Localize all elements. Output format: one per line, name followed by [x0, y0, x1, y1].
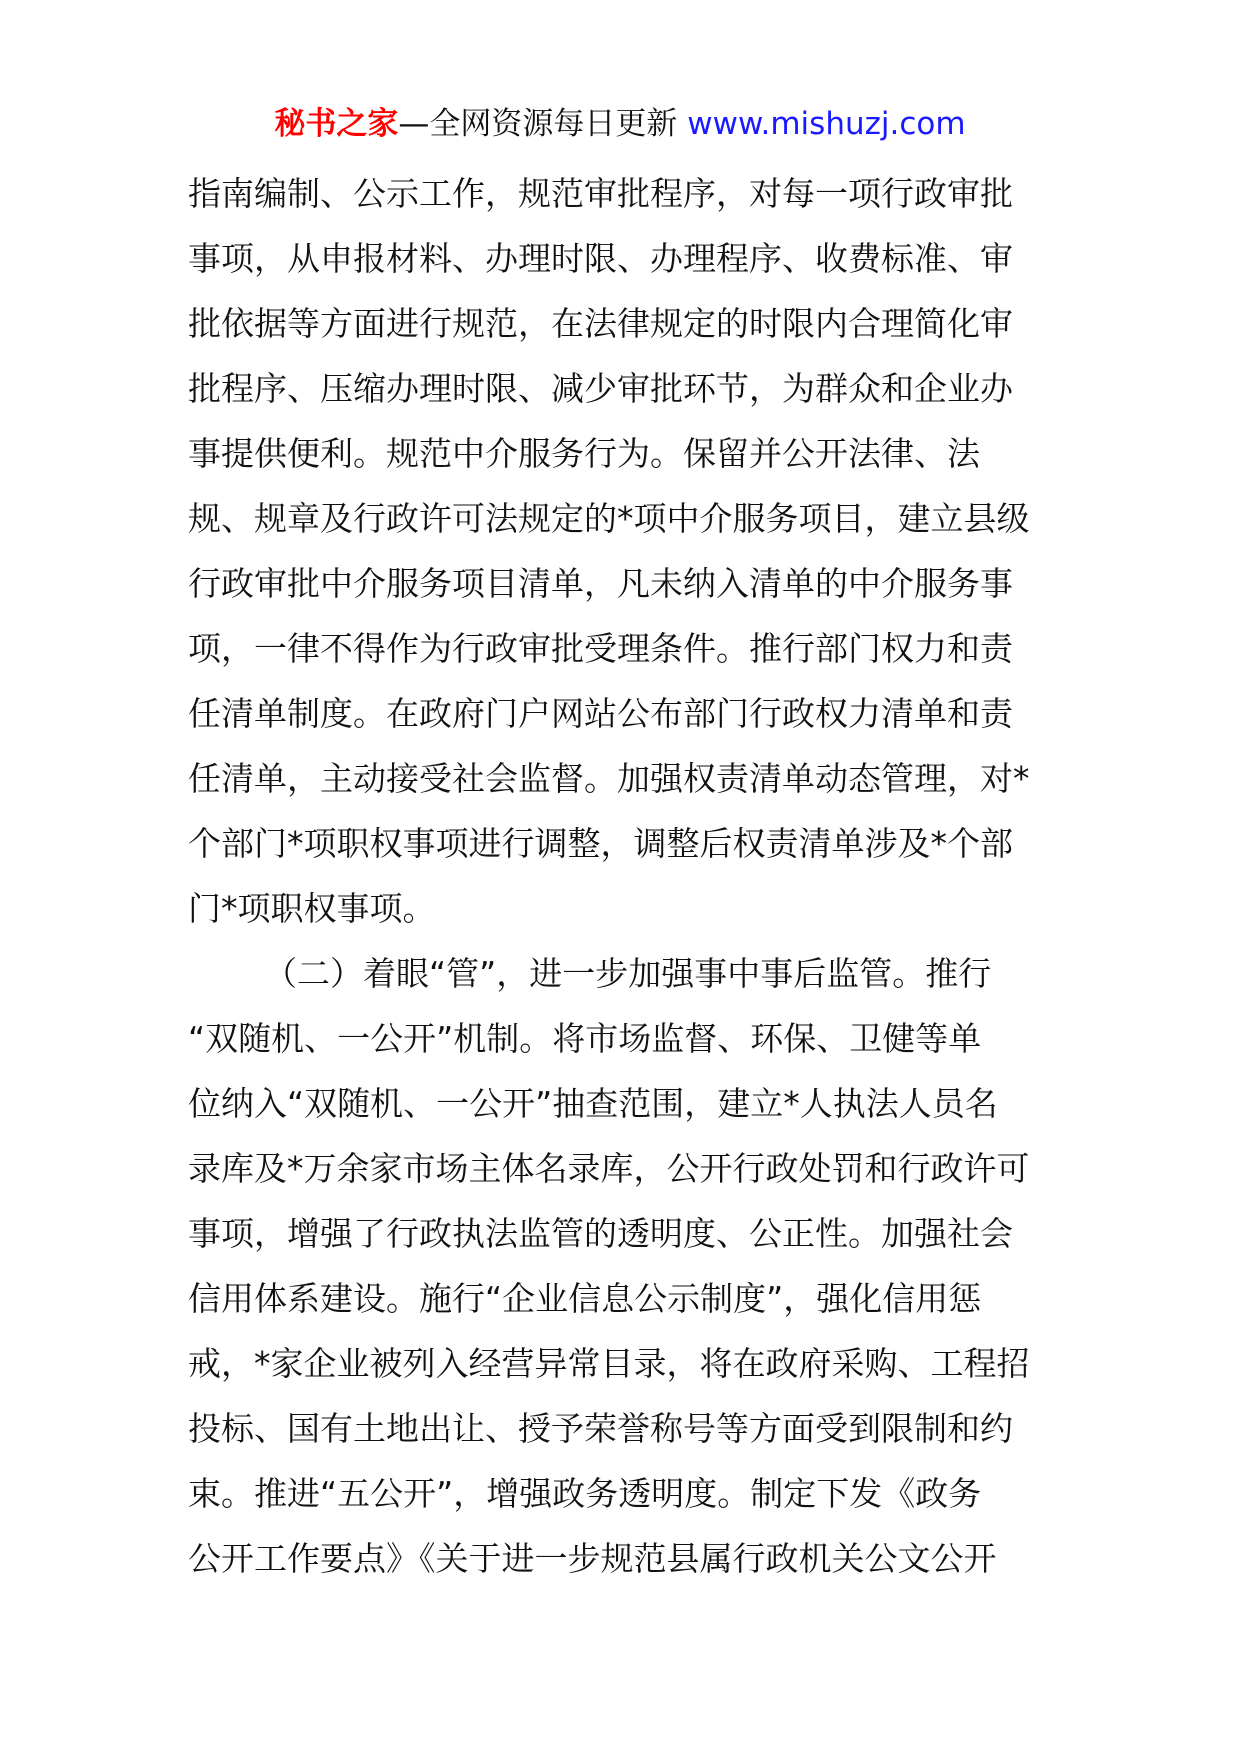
text-line: 投标、国有土地出让、授予荣誉称号等方面受到限制和约 [188, 1409, 1013, 1448]
header-slogan: —全网资源每日更新 [398, 106, 678, 142]
text-line: 规、规章及行政许可法规定的*项中介服务项目，建立县级 [188, 499, 1030, 538]
text-line: 束。推进“五公开”，增强政务透明度。制定下发《政务 [188, 1474, 982, 1513]
text-line: 位纳入“双随机、一公开”抽查范围，建立*人执法人员名 [188, 1084, 998, 1123]
text-line: 任清单，主动接受社会监督。加强权责清单动态管理，对* [188, 759, 1030, 798]
text-line: 批程序、压缩办理时限、减少审批环节，为群众和企业办 [188, 369, 1013, 408]
text-line: 事提供便利。规范中介服务行为。保留并公开法律、法 [188, 434, 980, 473]
text-line: 戒，*家企业被列入经营异常目录，将在政府采购、工程招 [188, 1344, 1030, 1383]
text-line: 个部门*项职权事项进行调整，调整后权责清单涉及*个部 [188, 824, 1013, 863]
text-line: 批依据等方面进行规范，在法律规定的时限内合理简化审 [188, 304, 1013, 343]
text-line: 行政审批中介服务项目清单，凡未纳入清单的中介服务事 [188, 564, 1013, 603]
text-line: 指南编制、公示工作，规范审批程序，对每一项行政审批 [188, 174, 1013, 213]
text-line: 录库及*万余家市场主体名录库，公开行政处罚和行政许可 [188, 1149, 1030, 1188]
text-line: 事项，增强了行政执法监管的透明度、公正性。加强社会 [188, 1214, 1013, 1253]
text-line: 事项，从申报材料、办理时限、办理程序、收费标准、审 [188, 239, 1013, 278]
header-url-link[interactable]: www.mishuzj.com [687, 106, 966, 142]
text-line: 公开工作要点》《关于进一步规范县属行政机关公文公开 [188, 1539, 997, 1578]
header-brand: 秘书之家 [274, 106, 399, 142]
text-line: 信用体系建设。施行“企业信息公示制度”，强化信用惩 [188, 1279, 982, 1318]
text-line: 任清单制度。在政府门户网站公布部门行政权力清单和责 [188, 694, 1013, 733]
section-heading-line: （二）着眼“管”，进一步加强事中事后监管。推行 [264, 954, 992, 993]
text-line: 门*项职权事项。 [188, 889, 436, 928]
document-body [188, 161, 1058, 1591]
page-header [0, 102, 1240, 146]
text-line: 项，一律不得作为行政审批受理条件。推行部门权力和责 [188, 629, 1013, 668]
text-line: “双随机、一公开”机制。将市场监督、环保、卫健等单 [188, 1019, 982, 1058]
